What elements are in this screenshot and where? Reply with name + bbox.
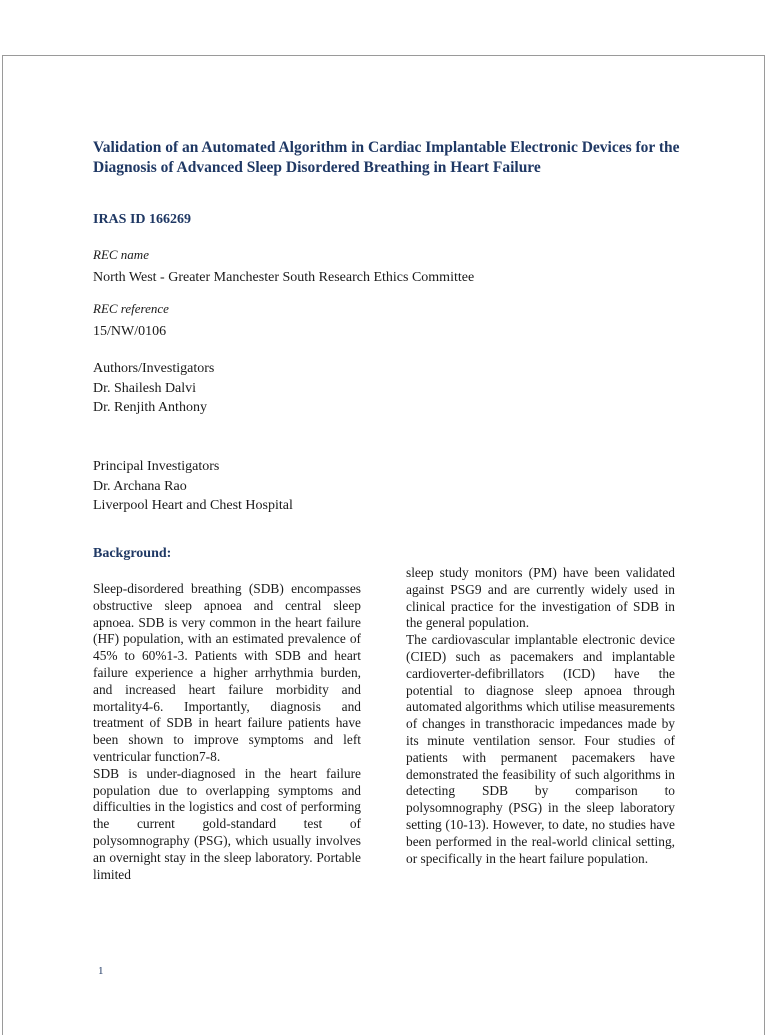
authors-section <box>93 359 214 418</box>
pi-item: Dr. Archana Rao <box>93 478 187 494</box>
rec-reference-label: REC reference <box>93 301 169 316</box>
pi-label: Principal Investigators <box>93 459 220 474</box>
paragraph: Sleep-disordered breathing (SDB) encompasses obstructive sleep apnoea and central sleep apnoea. SDB is very common in the heart failure (HF) population, with an estimated prevalence of 45% to 60%1-3. Patients with SDB and heart failure experience a higher arrhythmia burden, and increased heart failure morbidity and mortality4-6. Importantly, diagnosis and treatment of SDB in heart failure patients have been shown to improve symptoms and left ventricular function7-8. <box>93 581 361 764</box>
background-column-right <box>406 565 675 867</box>
paragraph: sleep study monitors (PM) have been validated against PSG9 and are currently widely used in clinical practice for the investigation of SDB in the general population. <box>406 565 675 631</box>
document-page <box>2 55 765 1035</box>
document-title: Validation of an Automated Algorithm in Cardiac Implantable Electronic Devices for the Diagnosis of Advanced Sleep Disordered Breathing in Heart Failure <box>93 139 680 176</box>
page-number: 1 <box>98 965 104 977</box>
rec-reference-section <box>93 299 169 341</box>
paragraph: The cardiovascular implantable electronic device (CIED) such as pacemakers and implantable cardioverter-defibrillators (ICD) have the potential to diagnose sleep apnoea through automated algorithms which utilise measurements of changes in transthoracic impedances made by its minute ventilation sensor. Four studies of patients with permanent pacemakers have demonstrated the feasibility of such algorithms in detecting SDB by comparison to polysomnography (PSG) in the sleep laboratory setting (10-13). However, to date, no studies have been performed in the real-world clinical setting, or specifically in the heart failure population. <box>406 632 675 866</box>
background-heading: Background: <box>93 546 172 561</box>
author-item: Dr. Shailesh Dalvi <box>93 380 197 396</box>
principal-investigators-section <box>93 457 293 516</box>
iras-id: IRAS ID 166269 <box>93 212 192 227</box>
pi-item: Liverpool Heart and Chest Hospital <box>93 498 293 513</box>
author-item: Dr. Renjith Anthony <box>93 400 207 415</box>
rec-reference-value: 15/NW/0106 <box>93 323 167 339</box>
paragraph: SDB is under-diagnosed in the heart failure population due to overlapping symptoms and difficulties in the logistics and cost of performing the current gold-standard test of polysomnography (PSG), which usually involves an overnight stay in the sleep laboratory. Portable limited <box>93 765 361 882</box>
authors-label: Authors/Investigators <box>93 361 215 376</box>
rec-name-section <box>93 245 474 287</box>
background-column-left <box>93 581 361 883</box>
rec-name-value: North West - Greater Manchester South Research Ethics Committee <box>93 269 475 285</box>
rec-name-label: REC name <box>93 247 149 262</box>
